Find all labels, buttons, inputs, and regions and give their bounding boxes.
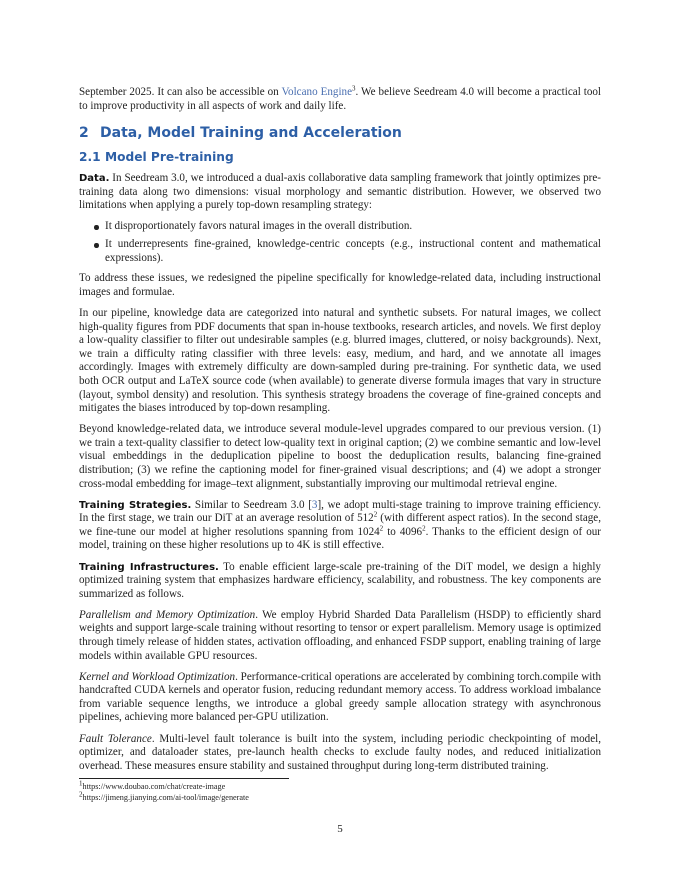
paragraph: To address these issues, we redesigned the pipeline specifically for knowledge-related data, including instructional images and formulae. <box>79 272 601 298</box>
component-title: Kernel and Workload Optimization <box>79 670 236 683</box>
volcano-engine-link[interactable]: Volcano Engine <box>281 86 353 98</box>
intro-text: September 2025. It can also be accessible on <box>79 86 282 98</box>
list-item: It disproportionately favors natural images in the overall distribution. <box>105 220 601 234</box>
text: ], we adopt multi-stage training to improve training efficiency. In the first stage, we train our DiT at an average resolution of 512 <box>79 498 601 525</box>
page-body <box>79 86 601 803</box>
paragraph: In our pipeline, knowledge data are categorized into natural and synthetic subsets. For natural images, we collect high-quality figures from PDF documents that span in-house textbooks, research articles, and novels. We first deploy a low-quality classifier to filter out undesirable samples (e.g. blurred images, cluttered, or noisy backgrounds). Next, we train a difficulty rating classifier with three levels: easy, medium, and hard, and we annotate all images accordingly. Images with extremely difficulty are down-sampled during pre-training. For synthetic data, we used both OCR output and LaTeX source code (when available) to generate diverse formula images that vary in structure (layout, symbol density) and resolution. This synthesis strategy broadens the coverage of fine-grained concepts and mitigates the biases introduced by top-down resampling. <box>79 306 601 415</box>
text: Similar to Seedream 3.0 [ <box>191 498 312 511</box>
training-infrastructures-paragraph <box>79 561 601 602</box>
training-infrastructures-label: Training Infrastructures. <box>79 561 219 573</box>
component-paragraph <box>79 733 601 774</box>
intro-text-end: . We believe Seedream 4.0 will become a practical tool to improve productivity in all aspects of work and daily life. <box>79 86 601 112</box>
footnote <box>79 790 601 803</box>
footnote-divider <box>79 778 289 779</box>
text: . Thanks to the efficient design of our model, training on these higher resolutions up to 4K is still effective. <box>79 525 601 552</box>
superscript: 2 <box>373 510 378 519</box>
training-strategies-label: Training Strategies. <box>79 499 192 511</box>
text: (with different aspect ratios). In the second stage, we fine-tune our model at higher resolutions spanning from 1024 <box>79 512 601 538</box>
text: . Multi-level fault tolerance is built into the system, including periodic checkpointing of model, optimizer, and dataloader states, pre-launch health checks to exclude faulty nodes, and reduced initialization overhead. These measures ensure stability and sustained throughput during long-term distributed training. <box>79 732 601 772</box>
training-strategies-paragraph <box>79 499 601 553</box>
section-number: 2 <box>79 125 89 142</box>
text: . Performance-critical operations are accelerated by combining torch.compile with handcrafted CUDA kernels and operator fusion, reducing redundant memory access. To address workload imbalance from variable sequence lengths, we introduce a global greedy sample allocation strategy with asynchronous pipelines, achieving more balanced per-GPU utilization. <box>79 670 601 724</box>
data-label: Data. <box>79 173 110 185</box>
limitations-list <box>79 220 601 265</box>
superscript: 2 <box>379 524 384 533</box>
text: To enable efficient large-scale pre-training of the DiT model, we design a highly optimized training system that emphasizes hardware efficiency, scalability, and robustness. The key components are summarized as follows. <box>79 560 601 600</box>
page-number: 5 <box>337 823 343 835</box>
component-title: Parallelism and Memory Optimization <box>79 608 256 621</box>
footnote-number: 1 <box>79 779 83 788</box>
footnote-url[interactable]: https://www.doubao.com/chat/create-image <box>82 782 226 792</box>
subsection-number: 2.1 <box>79 150 101 165</box>
intro-paragraph <box>79 86 601 113</box>
list-item: It underrepresents fine-grained, knowledge-centric concepts (e.g., instructional content and mathematical expressions). <box>105 238 601 264</box>
text: to 4096 <box>383 525 423 538</box>
component-title: Fault Tolerance <box>79 732 152 745</box>
section-heading <box>79 125 601 141</box>
footnote-mark[interactable]: 3 <box>352 84 356 93</box>
text: . We employ Hybrid Sharded Data Parallelism (HSDP) to efficiently shard weights and support large-scale training without resorting to tensor or expert parallelism. Memory usage is optimized through timely release of hidden states, activation offloading, and enhanced FSDP support, enabling training of large models within available GPU resources. <box>79 608 601 662</box>
subsection-title: Model Pre-training <box>105 150 234 165</box>
component-paragraph <box>79 609 601 663</box>
component-paragraph <box>79 671 601 725</box>
data-paragraph <box>79 172 601 213</box>
citation-link[interactable]: 3 <box>311 498 318 511</box>
paragraph: Beyond knowledge-related data, we introduce several module-level upgrades compared to our previous version. (1) we train a text-quality classifier to detect low-quality text in original caption; (2) we combine semantic and low-level visual embeddings in the deduplication pipeline to boost the deduplication results, balancing fine-grained distribution; (3) we refine the captioning model for finer-grained visual descriptions; and (4) we adopt a stronger cross-modal embedding for image–text alignment, substantially improving our multimodal retrieval engine. <box>79 423 601 490</box>
footnote-url[interactable]: https://jimeng.jianying.com/ai-tool/image/generate <box>82 792 249 802</box>
data-text: In Seedream 3.0, we introduced a dual-axis collaborative data sampling framework that jointly optimizes pre-training data along two dimensions: visual morphology and semantic distribution. However, we observed two limitations when applying a purely top-down resampling strategy: <box>79 172 601 212</box>
footnote-number: 2 <box>79 790 83 799</box>
superscript: 2 <box>422 524 426 533</box>
section-title: Data, Model Training and Acceleration <box>100 125 402 142</box>
footnote <box>79 779 601 792</box>
subsection-heading <box>79 150 601 164</box>
